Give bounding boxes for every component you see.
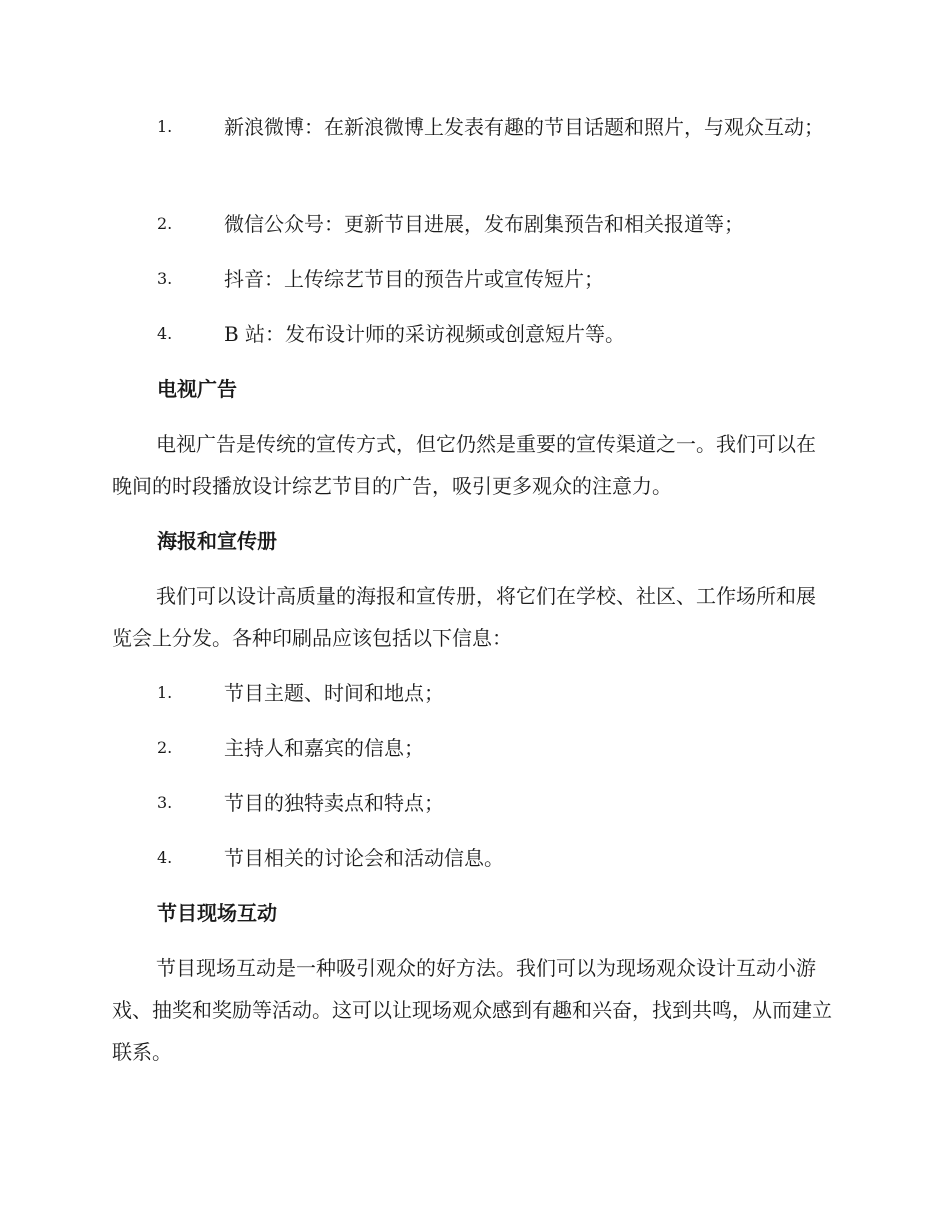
paragraph-text: 电视广告是传统的宣传方式，但它仍然是重要的宣传渠道之一。我们可以在晚间的时段播放设计综艺节目的广告，吸引更多观众的注意力。: [112, 432, 816, 498]
list-number: 3.: [157, 793, 173, 812]
list-number: 3.: [157, 269, 173, 288]
list-item: [112, 203, 832, 245]
list-item: [112, 106, 832, 148]
list-text: 抖音：上传综艺节目的预告片或宣传短片；: [224, 267, 604, 291]
paragraph-text: 节目现场互动是一种吸引观众的好方法。我们可以为现场观众设计互动小游戏、抽奖和奖励等活动。这可以让现场观众感到有趣和兴奋，找到共鸣，从而建立联系。: [112, 956, 832, 1064]
paragraph-text: 我们可以设计高质量的海报和宣传册，将它们在学校、社区、工作场所和展览会上分发。各种印刷品应该包括以下信息：: [112, 584, 816, 650]
list-item: [112, 782, 832, 824]
list-number: 2.: [157, 738, 173, 757]
list-number: 1.: [157, 117, 173, 136]
list-text: B 站：发布设计师的采访视频或创意短片等。: [224, 322, 626, 346]
list-item: [112, 727, 832, 769]
list-item: [112, 313, 832, 355]
list-number: 2.: [157, 214, 173, 233]
section-paragraph-tv-ad: [112, 423, 832, 507]
section-paragraph-posters: [112, 575, 832, 659]
list-item: [112, 258, 832, 300]
list-text: 节目的独特卖点和特点；: [224, 791, 444, 815]
list-item: [112, 672, 832, 714]
list-text: 节目主题、时间和地点；: [224, 681, 444, 705]
list-item: [112, 837, 832, 879]
section-heading-tv-ad: 电视广告: [157, 377, 237, 401]
section-heading-posters: 海报和宣传册: [157, 529, 277, 553]
section-paragraph-live-interaction: [112, 947, 832, 1073]
list-number: 1.: [157, 683, 173, 702]
list-number: 4.: [157, 848, 173, 867]
list-text: 节目相关的讨论会和活动信息。: [224, 846, 504, 870]
list-number: 4.: [157, 324, 173, 343]
list-text: 新浪微博：在新浪微博上发表有趣的节目话题和照片，与观众互动；: [224, 115, 824, 139]
list-text: 主持人和嘉宾的信息；: [224, 736, 424, 760]
list-text: 微信公众号：更新节目进展，发布剧集预告和相关报道等；: [224, 212, 744, 236]
section-heading-live-interaction: 节目现场互动: [157, 901, 277, 925]
